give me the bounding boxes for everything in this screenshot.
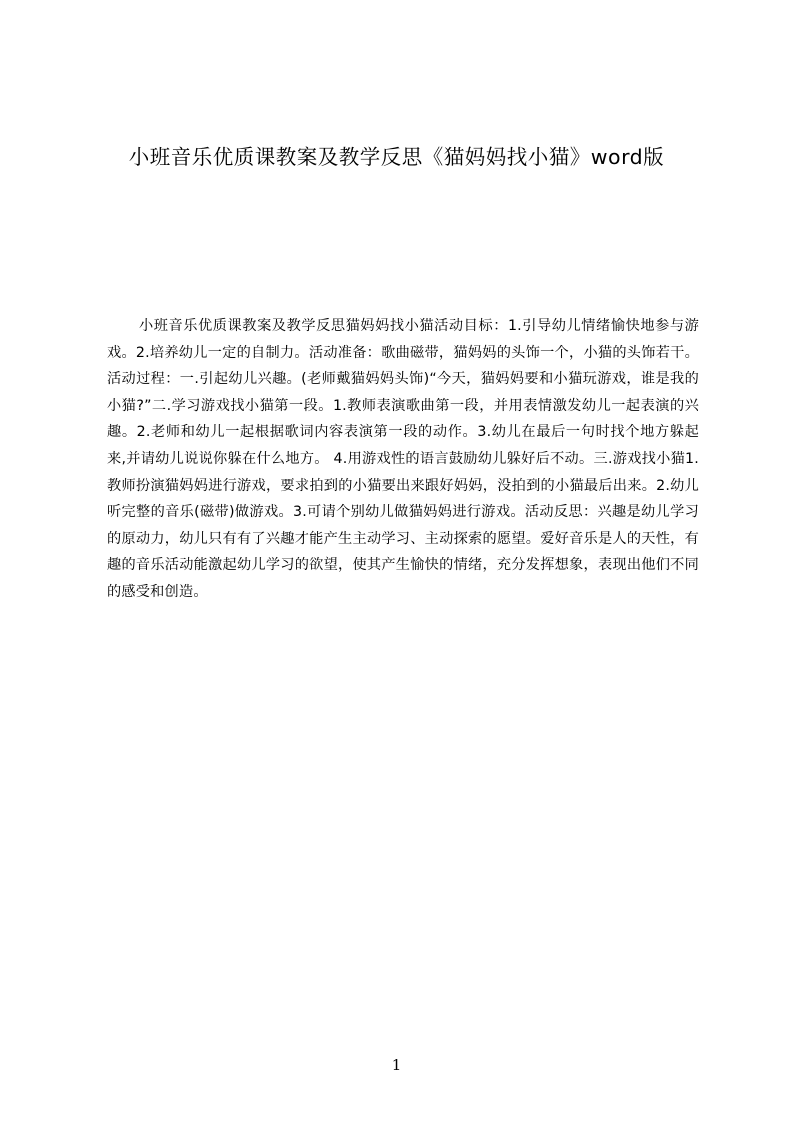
page-number: 1 xyxy=(391,1056,402,1074)
document-body-paragraph: 小班音乐优质课教案及教学反思猫妈妈找小猫活动目标：1.引导幼儿情绪愉快地参与游戏。2.培养幼儿一定的自制力。活动准备：歌曲磁带，猫妈妈的头饰一个，小猫的头饰若干。活动过程：一.引起幼儿兴趣。(老师戴猫妈妈头饰)“今天，猫妈妈要和小猫玩游戏，谁是我的小猫?”二.学习游戏找小猫第一段。1.教师表演歌曲第一段，并用表情激发幼儿一起表演的兴趣。2.老师和幼儿一起根据歌词内容表演第一段的动作。3.幼儿在最后一句时找个地方躲起来,并请幼儿说说你躲在什么地方。 4.用游戏性的语言鼓励幼儿躲好后不动。三.游戏找小猫1.教师扮演猫妈妈进行游戏，要求拍到的小猫要出来跟好妈妈，没拍到的小猫最后出来。2.幼儿听完整的音乐(磁带)做游戏。3.可请个别幼儿做猫妈妈进行游戏。活动反思：兴趣是幼儿学习的原动力，幼儿只有有了兴趣才能产生主动学习、主动探索的愿望。爱好音乐是人的天性，有趣的音乐活动能激起幼儿学习的欲望，使其产生愉快的情绪，充分发挥想象，表现出他们不同的感受和创造。 xyxy=(107,318,699,600)
document-title: 小班音乐优质课教案及教学反思《猫妈妈找小猫》word版 xyxy=(128,145,665,169)
